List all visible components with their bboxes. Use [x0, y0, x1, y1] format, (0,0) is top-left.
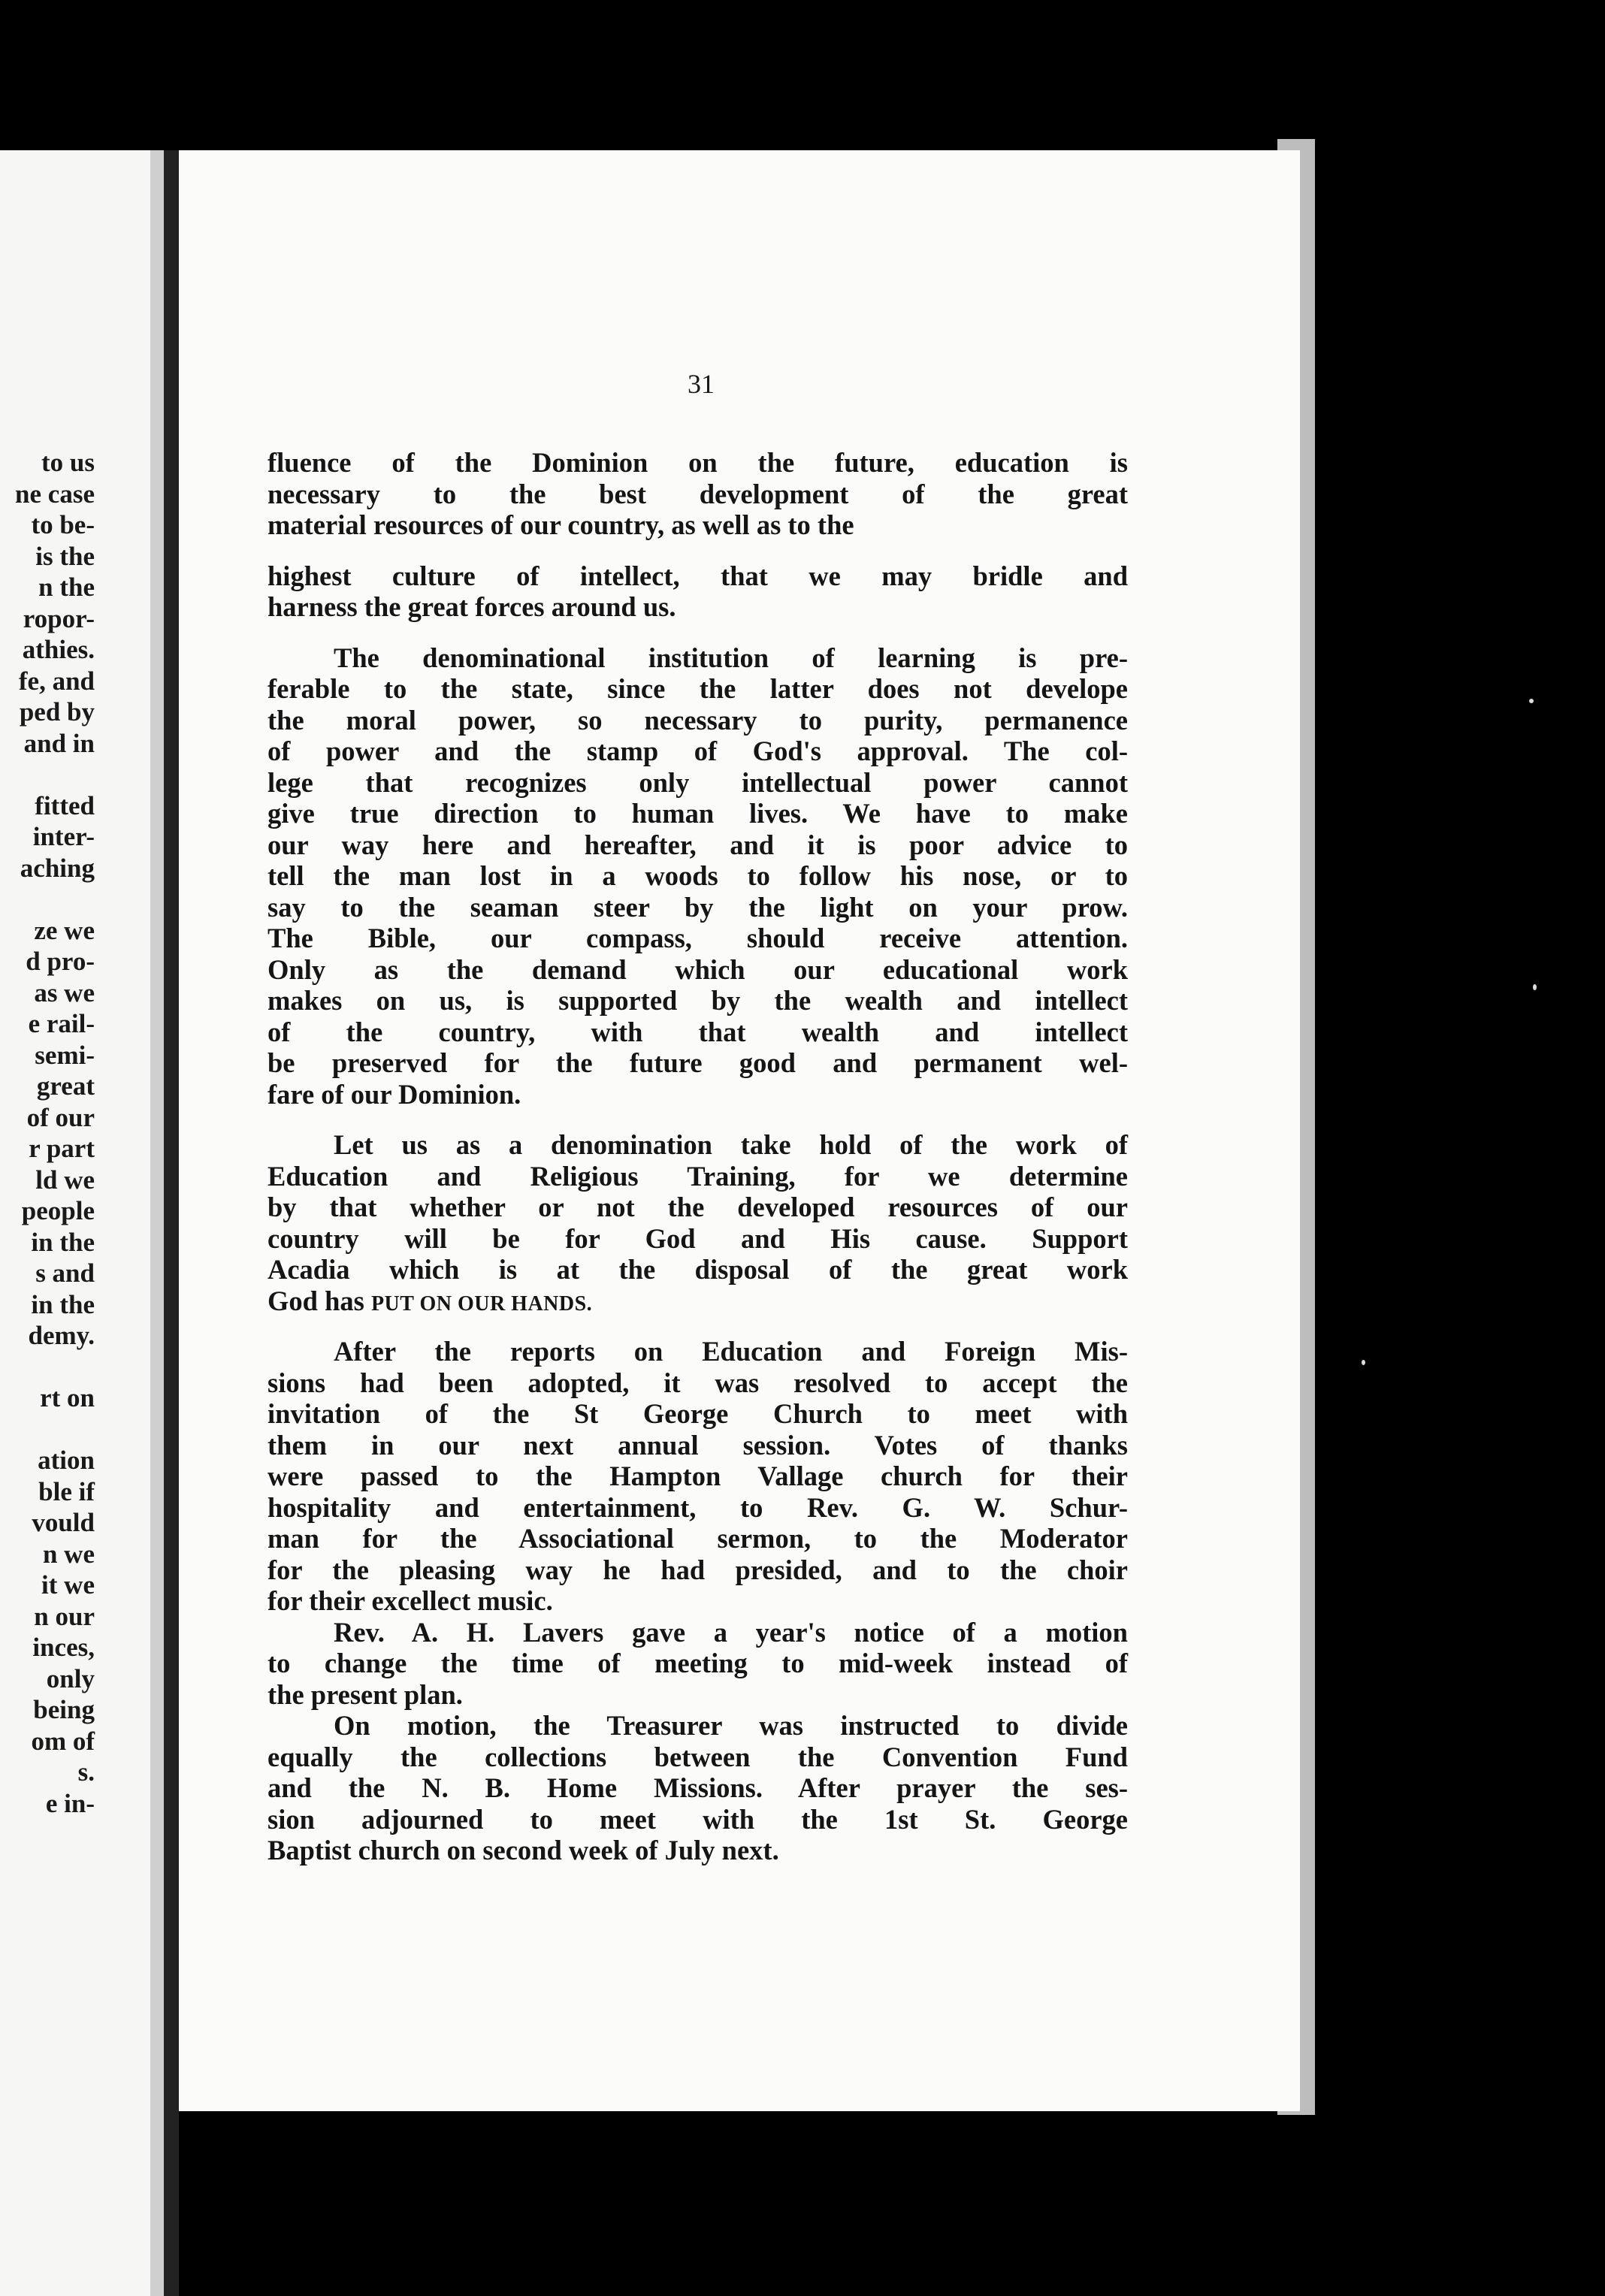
- text-line-content: of power and the stamp of God's approval. The col-: [268, 736, 1128, 766]
- left-page-line: [15, 759, 95, 790]
- text-line-content: fluence of the Dominion on the future, education is: [268, 447, 1128, 478]
- text-line: [268, 642, 1128, 674]
- left-page-line: to be-: [31, 510, 95, 539]
- text-line: [268, 1679, 1128, 1711]
- text-line-content: Only as the demand which our educational work: [268, 953, 1128, 985]
- paragraph-spacer: [268, 1316, 1128, 1336]
- left-page-line: people: [21, 1196, 95, 1225]
- left-page-text: [15, 447, 95, 1819]
- text-line-content: give true direction to human lives. We have to make: [268, 798, 1128, 829]
- paragraph: [268, 1129, 1128, 1316]
- text-line: [268, 736, 1128, 767]
- text-line: [268, 1017, 1128, 1048]
- text-line: [268, 1430, 1128, 1461]
- left-page-line: and in: [23, 728, 95, 758]
- left-page-line: n the: [38, 572, 95, 602]
- text-line: [268, 705, 1128, 736]
- body-text: [268, 447, 1128, 1866]
- text-line: [268, 1336, 1128, 1367]
- paragraph: [268, 560, 1128, 623]
- text-line: [268, 1648, 1128, 1679]
- left-page-line: only: [46, 1663, 95, 1693]
- text-line-content: ferable to the state, since the latter does not develope: [268, 673, 1128, 704]
- scan-speck: [1362, 1360, 1365, 1365]
- text-line-content: and the N. B. Home Missions. After prayer the ses-: [268, 1772, 1128, 1803]
- left-page-line: [15, 1414, 95, 1446]
- left-page-line: inces,: [32, 1633, 95, 1662]
- left-page-line: to us: [41, 448, 95, 477]
- text-line: [268, 673, 1128, 705]
- text-line-content: them in our next annual session. Votes of thanks: [268, 1429, 1128, 1461]
- text-line: [268, 1254, 1128, 1285]
- left-page-line: r part: [29, 1134, 95, 1163]
- text-line: [268, 860, 1128, 892]
- text-line-content: sion adjourned to meet with the 1st St. George: [268, 1803, 1128, 1835]
- text-line: [268, 1554, 1128, 1586]
- text-line-content: country will be for God and His cause. Support: [268, 1222, 1128, 1254]
- paragraph-spacer: [268, 1110, 1128, 1129]
- binding-gutter: [164, 150, 179, 2296]
- left-page-line: ation: [38, 1446, 95, 1475]
- left-page-line: e rail-: [28, 1009, 95, 1038]
- text-line: [268, 1367, 1128, 1399]
- paragraph: [268, 1617, 1128, 1711]
- text-line: [268, 1285, 1128, 1317]
- left-page-line: ropor-: [23, 603, 95, 633]
- scan-speck: [1529, 699, 1534, 703]
- text-line: [268, 509, 1128, 541]
- left-page-line: ne case: [15, 479, 95, 509]
- left-page-line: d pro-: [26, 947, 95, 976]
- text-line-content: the moral power, so necessary to purity, permanence: [268, 704, 1128, 736]
- text-line-content: fare of our Dominion.: [268, 1078, 521, 1110]
- left-page-line: om of: [31, 1726, 95, 1756]
- text-line: [268, 591, 1128, 623]
- paragraph-spacer: [268, 623, 1128, 642]
- left-page-line: being: [33, 1695, 95, 1724]
- text-line-content: harness the great forces around us.: [268, 591, 676, 622]
- text-line-content: of the country, with that wealth and intellect: [268, 1016, 1128, 1047]
- text-line: [268, 447, 1128, 479]
- text-line: [268, 1192, 1128, 1223]
- text-line-content: our way here and hereafter, and it is poor advice to: [268, 829, 1128, 860]
- text-line-content: to change the time of meeting to mid-week instead of: [268, 1648, 1128, 1678]
- text-line: [268, 1617, 1128, 1648]
- text-line-content: After the reports on Education and Foreign Mis-: [334, 1336, 1128, 1367]
- left-page-line: of our: [26, 1102, 95, 1132]
- text-line-content: lege that recognizes only intellectual power cannot: [268, 766, 1128, 798]
- left-page-line: is the: [35, 541, 95, 571]
- left-page-line: athies.: [22, 635, 95, 664]
- text-line: [268, 1223, 1128, 1255]
- text-line: [268, 560, 1128, 592]
- text-line-content: were passed to the Hampton Vallage church for their: [268, 1461, 1128, 1491]
- left-page-line: fitted: [35, 790, 95, 820]
- text-line: [268, 1047, 1128, 1079]
- left-page-line: ze we: [34, 915, 95, 945]
- text-line: [268, 479, 1128, 510]
- left-page-line: ld we: [35, 1165, 95, 1195]
- text-line-content: highest culture of intellect, that we may bridle and: [268, 560, 1128, 591]
- text-line-content: sions had been adopted, it was resolved to accept the: [268, 1367, 1128, 1398]
- left-page-line: fe, and: [18, 666, 95, 696]
- left-page-line: it we: [41, 1570, 95, 1600]
- text-line-content: Let us as a denomination take hold of the work of: [334, 1129, 1128, 1160]
- left-page-line: demy.: [28, 1321, 95, 1350]
- text-line-content: hospitality and entertainment, to Rev. G. W. Schur-: [268, 1491, 1128, 1523]
- text-line-content: On motion, the Treasurer was instructed to divide: [334, 1710, 1128, 1741]
- left-page-line: as we: [34, 977, 95, 1008]
- text-line-content: Baptist church on second week of July next.: [268, 1835, 779, 1866]
- right-page: [179, 150, 1300, 2111]
- text-line-content: say to the seaman steer by the light on your prow.: [268, 891, 1128, 923]
- paragraph: [268, 1336, 1128, 1617]
- left-page-line: n we: [42, 1539, 95, 1569]
- text-line-content: equally the collections between the Convention Fund: [268, 1741, 1128, 1772]
- left-page-line: [15, 884, 95, 915]
- text-line: [268, 1742, 1128, 1773]
- left-page-line: inter-: [32, 822, 95, 851]
- gutter-shadow: [150, 150, 164, 2296]
- text-line: [268, 1710, 1128, 1742]
- left-page-line: aching: [20, 853, 95, 883]
- text-line-content: for their excellect music.: [268, 1585, 553, 1616]
- left-page-line: great: [36, 1071, 95, 1101]
- text-line: [268, 1585, 1128, 1617]
- text-line: [268, 1079, 1128, 1110]
- text-line: [268, 1835, 1128, 1866]
- left-page-line: vould: [32, 1508, 95, 1537]
- left-page-fragment: [0, 150, 150, 2296]
- left-page-line: ble if: [38, 1476, 95, 1506]
- text-line: [268, 985, 1128, 1017]
- text-line-content: by that whether or not the developed resources of our: [268, 1192, 1128, 1222]
- paragraph: [268, 447, 1128, 541]
- text-line-content: The denominational institution of learning is pre-: [334, 642, 1128, 673]
- left-page-line: s and: [35, 1258, 95, 1288]
- left-page-line: [15, 1352, 95, 1383]
- text-line: [268, 1804, 1128, 1835]
- left-page-line: ped by: [19, 697, 95, 727]
- text-line: [268, 767, 1128, 799]
- paragraph: [268, 1710, 1128, 1866]
- paragraph: [268, 642, 1128, 1110]
- text-line: [268, 798, 1128, 829]
- text-line-content: man for the Associational sermon, to the Moderator: [268, 1523, 1128, 1554]
- text-line-content: Acadia which is at the disposal of the great work: [268, 1254, 1128, 1285]
- text-line-content: material resources of our country, as well as to the: [268, 509, 854, 540]
- text-line-content: for the pleasing way he had presided, and to the choir: [268, 1554, 1128, 1585]
- text-line-content: Education and Religious Training, for we determine: [268, 1160, 1128, 1192]
- text-line: [268, 1492, 1128, 1524]
- left-page-line: in the: [31, 1289, 95, 1319]
- text-line-content: makes on us, is supported by the wealth and intellect: [268, 985, 1128, 1016]
- page-number: 31: [688, 369, 715, 399]
- text-line-content: the present plan.: [268, 1678, 463, 1710]
- text-line: [268, 1398, 1128, 1430]
- text-line: [268, 923, 1128, 954]
- text-line-content: be preserved for the future good and permanent wel-: [268, 1047, 1128, 1078]
- left-page-line: semi-: [35, 1040, 95, 1070]
- text-line-content: necessary to the best development of the great: [268, 478, 1128, 509]
- text-line: [268, 1461, 1128, 1492]
- scan-speck: [1533, 984, 1537, 990]
- text-line: [268, 1772, 1128, 1804]
- text-line-content: God has: [268, 1285, 364, 1316]
- left-page-line: in the: [31, 1227, 95, 1257]
- text-line-content: invitation of the St George Church to meet with: [268, 1398, 1128, 1429]
- text-line-content: tell the man lost in a woods to follow his nose, or to: [268, 860, 1128, 891]
- left-page-line: s.: [77, 1757, 95, 1787]
- text-line: [268, 1129, 1128, 1161]
- text-line: [268, 1523, 1128, 1554]
- text-line-content: Rev. A. H. Lavers gave a year's notice of a motion: [334, 1616, 1128, 1648]
- text-line: [268, 829, 1128, 861]
- text-line-content: The Bible, our compass, should receive attention.: [268, 923, 1128, 953]
- text-line: [268, 892, 1128, 923]
- left-page-line: rt on: [40, 1383, 95, 1412]
- paragraph-spacer: [268, 541, 1128, 560]
- text-line: [268, 954, 1128, 986]
- left-page-line: n our: [34, 1601, 95, 1631]
- left-page-line: e in-: [45, 1788, 95, 1818]
- small-caps-phrase: PUT ON OUR HANDS.: [370, 1292, 593, 1316]
- text-line: [268, 1161, 1128, 1192]
